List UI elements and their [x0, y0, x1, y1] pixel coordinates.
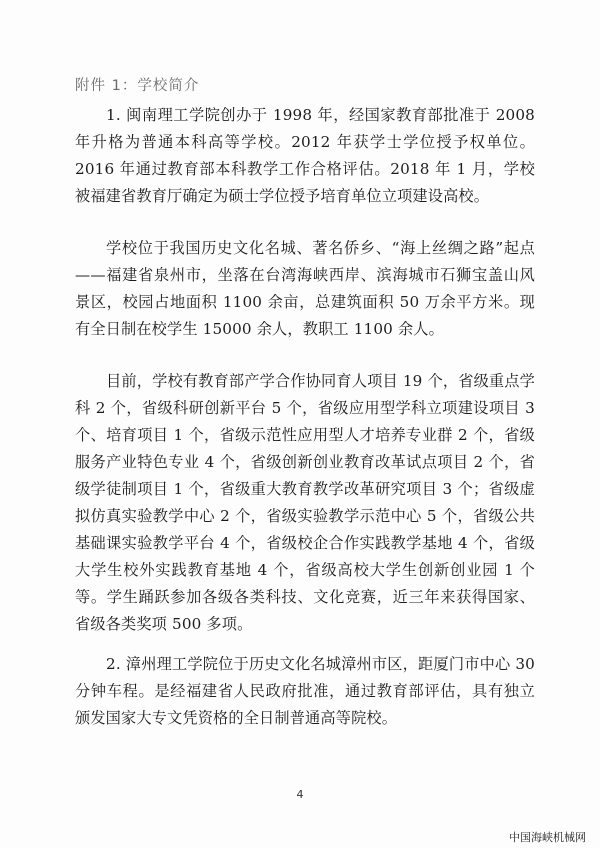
attachment-heading: 附件 1：学校简介 — [75, 78, 200, 94]
page-number: 4 — [296, 788, 304, 801]
paragraph-campus-location: 学校位于我国历史文化名城、著名侨乡、“海上丝绸之路”起点——福建省泉州市，坐落在台湾海峡西岸、滨海城市石狮宝盖山风景区，校园占地面积 1100 余亩，总建筑面积 50 万余平方米。现有全日制在校学生 15000 余人，教职工 1100 余人。 — [75, 239, 535, 338]
site-watermark: 中国海峡机械网 — [509, 831, 586, 844]
paragraph-projects: 目前，学校有教育部产学合作协同育人项目 19 个，省级重点学科 2 个，省级科研创新平台 5 个，省级应用型学科立项建设项目 3 个、培育项目 1 个，省级示范性应用型人才培养专业群 2 个，省级服务产业特色专业 4 个，省级创新创业教育改革试点项目 2 个，省级学徒制项目 1 个，省级重大教育教学改革研究项目 3 个；省级虚拟仿真实验教学中心 2 个，省级实验教学示范中心 5 个，省级公共基础课实验教学平台 4 个，省级校企合作实践教学基地 4 个，省级大学生校外实践教育基地 4 个，省级高校大学生创新创业园 1 个等。学生踊跃参加各级各类科技、文化竞赛，近三年来获得国家、省级各类奖项 500 多项。 — [75, 372, 535, 633]
paragraph-zhangzhou-intro: 2. 漳州理工学院位于历史文化名城漳州市区，距厦门市中心 30 分钟车程。是经福建省人民政府批准，通过教育部评估，具有独立颁发国家大专文凭资格的全日制普通高等院校。 — [75, 655, 535, 727]
paragraph-minnan-intro: 1. 闽南理工学院创办于 1998 年，经国家教育部批准于 2008 年升格为普通本科高等学校。2012 年获学士学位授予权单位。2016 年通过教育部本科教学工作合格评估。2018 年 1 月，学校被福建省教育厅确定为硕士学位授予培育单位立项建设高校。 — [75, 106, 535, 205]
